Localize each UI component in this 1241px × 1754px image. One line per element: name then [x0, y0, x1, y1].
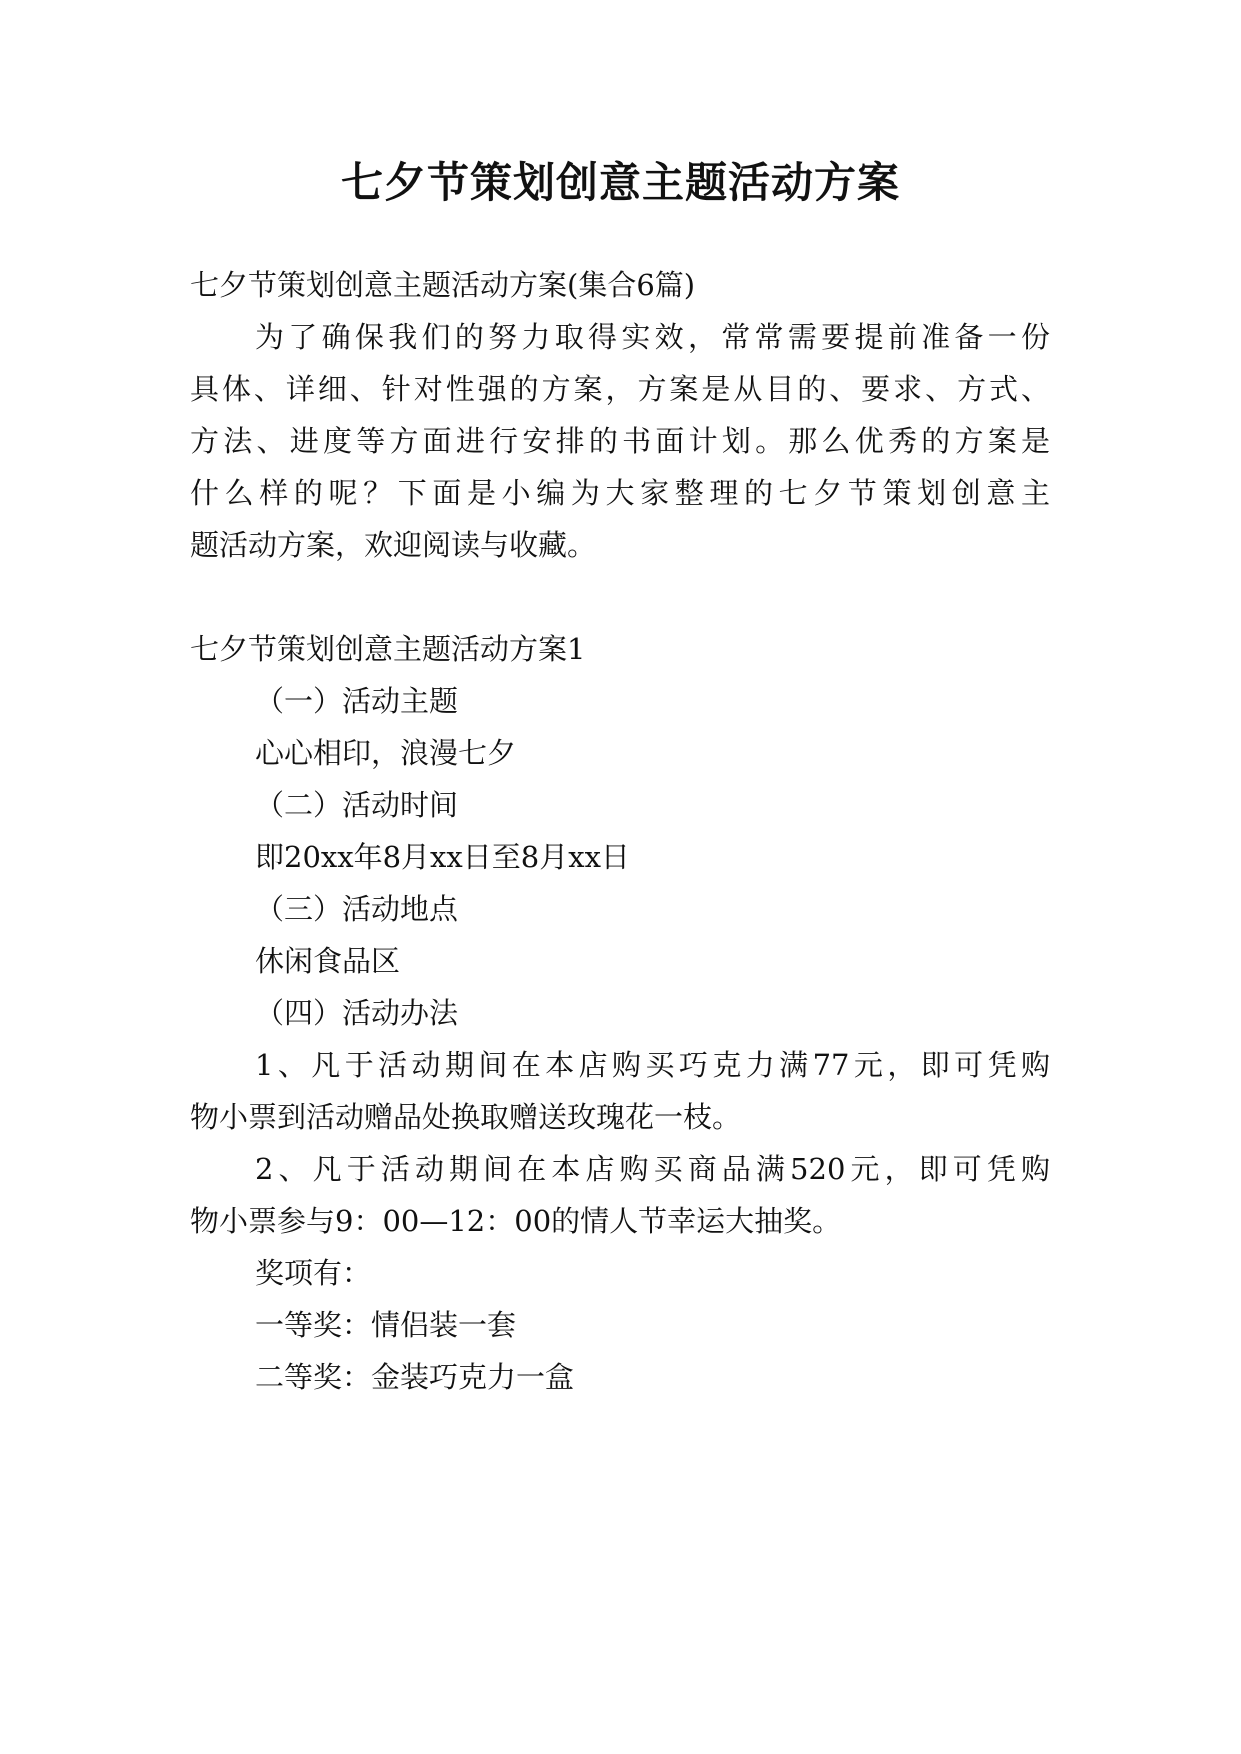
time-text: 即20xx年8月xx日至8月xx日: [255, 840, 630, 874]
intro-line-4: 什么样的呢？下面是小编为大家整理的七夕节策划创意主: [190, 476, 1050, 510]
intro-line-5: 题活动方案，欢迎阅读与收藏。: [190, 528, 597, 562]
method-2-line-1: 2、凡于活动期间在本店购买商品满520元，即可凭购: [255, 1152, 1050, 1186]
method-1-line-1: 1、凡于活动期间在本店购买巧克力满77元，即可凭购: [255, 1048, 1050, 1082]
intro-line-2: 具体、详细、针对性强的方案，方案是从目的、要求、方式、: [190, 372, 1050, 406]
method-heading: （四）活动办法: [255, 996, 459, 1030]
place-heading: （三）活动地点: [255, 892, 459, 926]
theme-heading: （一）活动主题: [255, 684, 459, 718]
document-title: 七夕节策划创意主题活动方案: [340, 158, 900, 207]
method-2-line-2: 物小票参与9：00—12：00的情人节幸运大抽奖。: [190, 1204, 842, 1238]
prize-2: 二等奖：金装巧克力一盒: [255, 1360, 575, 1394]
time-heading: （二）活动时间: [255, 788, 459, 822]
document-subtitle: 七夕节策划创意主题活动方案(集合6篇): [190, 268, 696, 302]
intro-line-1: 为了确保我们的努力取得实效，常常需要提前准备一份: [255, 320, 1050, 354]
method-1-line-2: 物小票到活动赠品处换取赠送玫瑰花一枝。: [190, 1100, 742, 1134]
intro-line-3: 方法、进度等方面进行安排的书面计划。那么优秀的方案是: [190, 424, 1050, 458]
prizes-label: 奖项有：: [255, 1256, 372, 1290]
prize-1: 一等奖：情侣装一套: [255, 1308, 517, 1342]
theme-text: 心心相印，浪漫七夕: [255, 736, 517, 770]
section-heading: 七夕节策划创意主题活动方案1: [190, 632, 586, 666]
place-text: 休闲食品区: [255, 944, 401, 978]
